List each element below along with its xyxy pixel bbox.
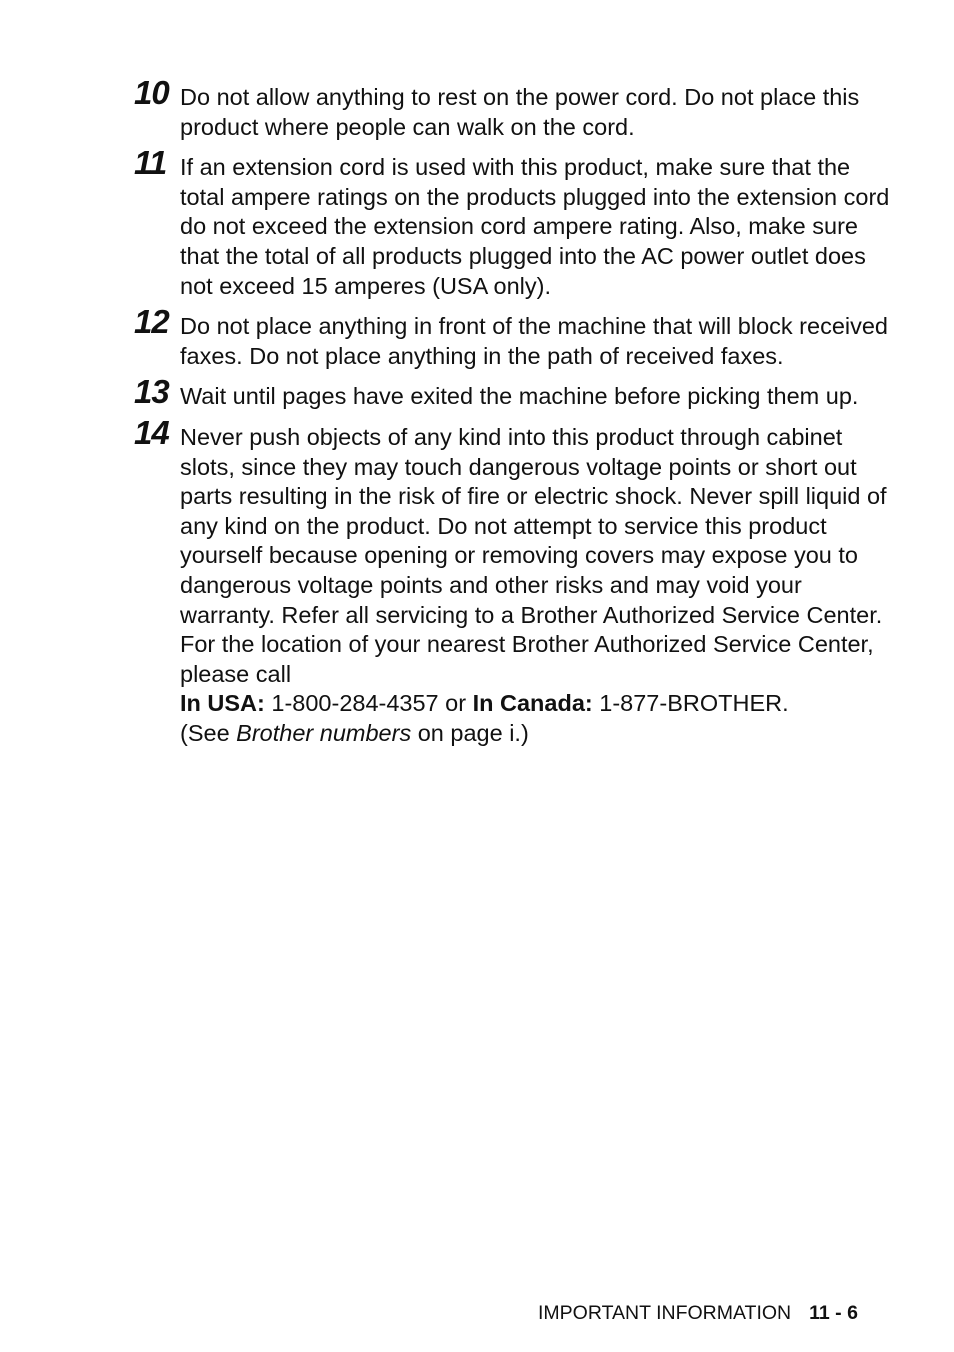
usa-label: In USA: bbox=[180, 690, 265, 717]
item-number: 11 bbox=[134, 144, 167, 182]
brother-numbers-reference: Brother numbers bbox=[236, 719, 412, 746]
safety-instructions-list bbox=[134, 76, 894, 752]
see-prefix: (See bbox=[180, 719, 237, 746]
see-suffix: on page i.) bbox=[411, 719, 529, 746]
footer-section-title: IMPORTANT INFORMATION bbox=[538, 1302, 792, 1324]
usa-phone-number: 1-800-284-4357 or bbox=[264, 690, 473, 717]
item-text: Wait until pages have exited the machine before picking them up. bbox=[180, 383, 859, 410]
list-item bbox=[134, 413, 894, 749]
item-text-block bbox=[180, 416, 894, 749]
list-item bbox=[134, 146, 894, 301]
item-text: Do not allow anything to rest on the power cord. Do not place this product where people can walk on the cord. bbox=[180, 84, 860, 140]
canada-phone-number: 1-877-BROTHER. bbox=[592, 690, 789, 717]
list-item bbox=[134, 76, 894, 142]
page-number: 11 - 6 bbox=[809, 1302, 858, 1324]
item-number: 12 bbox=[134, 303, 169, 341]
item-text: Do not place anything in front of the machine that will block received faxes. Do not place anything in the path of received faxes. bbox=[180, 313, 889, 369]
item-text: Never push objects of any kind into this product through cabinet slots, since they may touch dangerous voltage points or short out parts resulting in the risk of fire or electric shock. Never spill liquid of any kind on the product. Do not attempt to service this product yourself because opening or removing covers may expose you to dangerous voltage points and other risks and may void your warranty. Refer all servicing to a Brother Authorized Service Center. For the location of your nearest Brother Authorized Service Center, please call bbox=[180, 423, 887, 687]
list-item bbox=[134, 375, 894, 412]
page-footer bbox=[538, 1301, 878, 1325]
item-number: 10 bbox=[134, 74, 169, 111]
item-text: If an extension cord is used with this product, make sure that the total ampere ratings on the products plugged into the extension cord do not exceed the extension cord ampere rating. Also, make sure that the total of all products plugged into the AC power outlet does not exceed 15 amperes (USA only). bbox=[180, 154, 890, 299]
canada-label: In Canada: bbox=[472, 690, 593, 717]
list-item bbox=[134, 305, 894, 371]
item-number: 14 bbox=[134, 413, 169, 451]
item-number: 13 bbox=[134, 373, 169, 411]
